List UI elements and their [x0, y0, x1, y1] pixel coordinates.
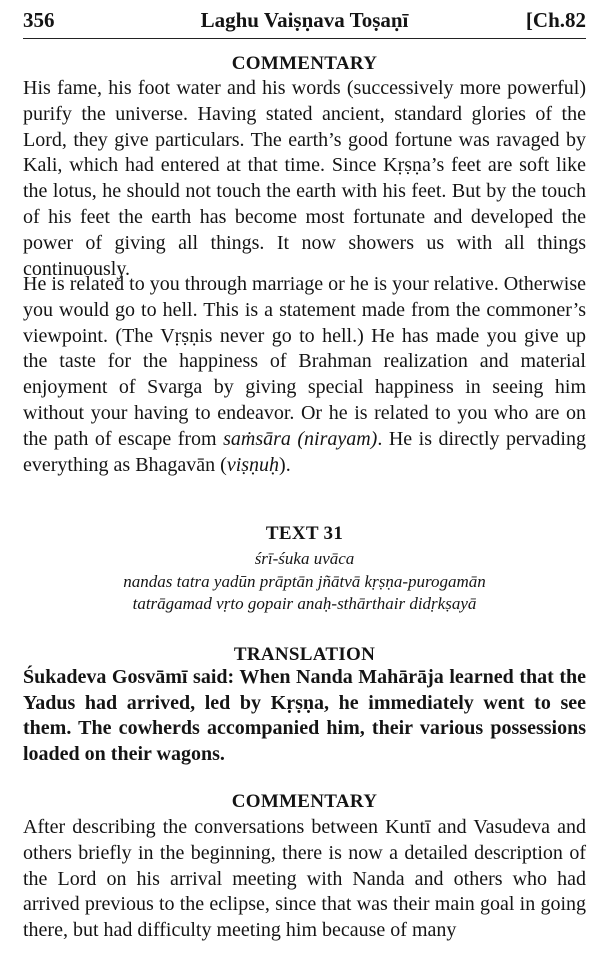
paragraph-text: ).	[279, 453, 291, 476]
verse-line: śrī-śuka uvāca	[254, 549, 355, 568]
commentary-paragraph-1: His fame, his foot water and his words (successively more powerful) purify the universe. Having stated ancient, standard glories of the Lord, they give particulars. The earth’s good fortune was ravaged by Kali, which had entered at that time. Since Kṛṣṇa’s feet are soft like the lotus, he should not touch the earth with his feet. But by the touch of his feet the earth has become most fortunate and developed the power of giving all things. It now showers us with all things continuously.	[23, 77, 586, 280]
chapter-label: [Ch.82	[525, 8, 586, 32]
verse-line: nandas tatra yadūn prāptān jñātvā kṛṣṇa-purogamān	[123, 571, 486, 591]
commentary-paragraph-2	[23, 272, 586, 478]
book-title: Laghu Vaiṣṇava Toṣaṇī	[200, 8, 409, 32]
translation-heading: TRANSLATION	[233, 644, 376, 665]
verse-line: tatrāgamad vṛto gopair anaḥ-sthārthair didṛkṣayā	[132, 594, 477, 613]
paragraph-text: He is related to you through marriage or he is your relative. Otherwise you would go to hell. This is a statement made from the commoner’s viewpoint. (The Vṛṣṇis never go to hell.) He has made you give up the taste for the happiness of Brahman realization and material enjoyment of Svarga by giving special happiness in seeing him without your having to endeavor. Or he is related to you who are on the path of escape from	[23, 273, 586, 450]
book-page	[23, 0, 588, 954]
commentary-heading-2: COMMENTARY	[231, 791, 378, 812]
paragraph-text: . He is directly pervading everything as Bhagavān (	[23, 427, 586, 476]
text-heading: TEXT 31	[265, 523, 344, 544]
page-number: 356	[23, 8, 55, 32]
running-head	[23, 8, 586, 39]
translation-text: Śukadeva Gosvāmī said: When Nanda Mahārāja learned that the Yadus had arrived, led by Kṛṣṇa, he immediately went to see them. The cowherds accompanied him, their various possessions loaded on their wagons.	[23, 666, 586, 765]
sanskrit-term: saṁsāra (nirayam)	[223, 427, 378, 450]
commentary-paragraph-3: After describing the conversations between Kuntī and Vasudeva and others briefly in the beginning, there is now a detailed description of the Lord on his arrival meeting with Nanda and others who had arrived previous to the eclipse, since that was their main goal in going there, but had difficulty meeting him because of many	[23, 816, 586, 942]
commentary-heading: COMMENTARY	[231, 53, 378, 74]
sanskrit-term: viṣṇuḥ	[226, 453, 280, 476]
verse	[23, 548, 586, 616]
